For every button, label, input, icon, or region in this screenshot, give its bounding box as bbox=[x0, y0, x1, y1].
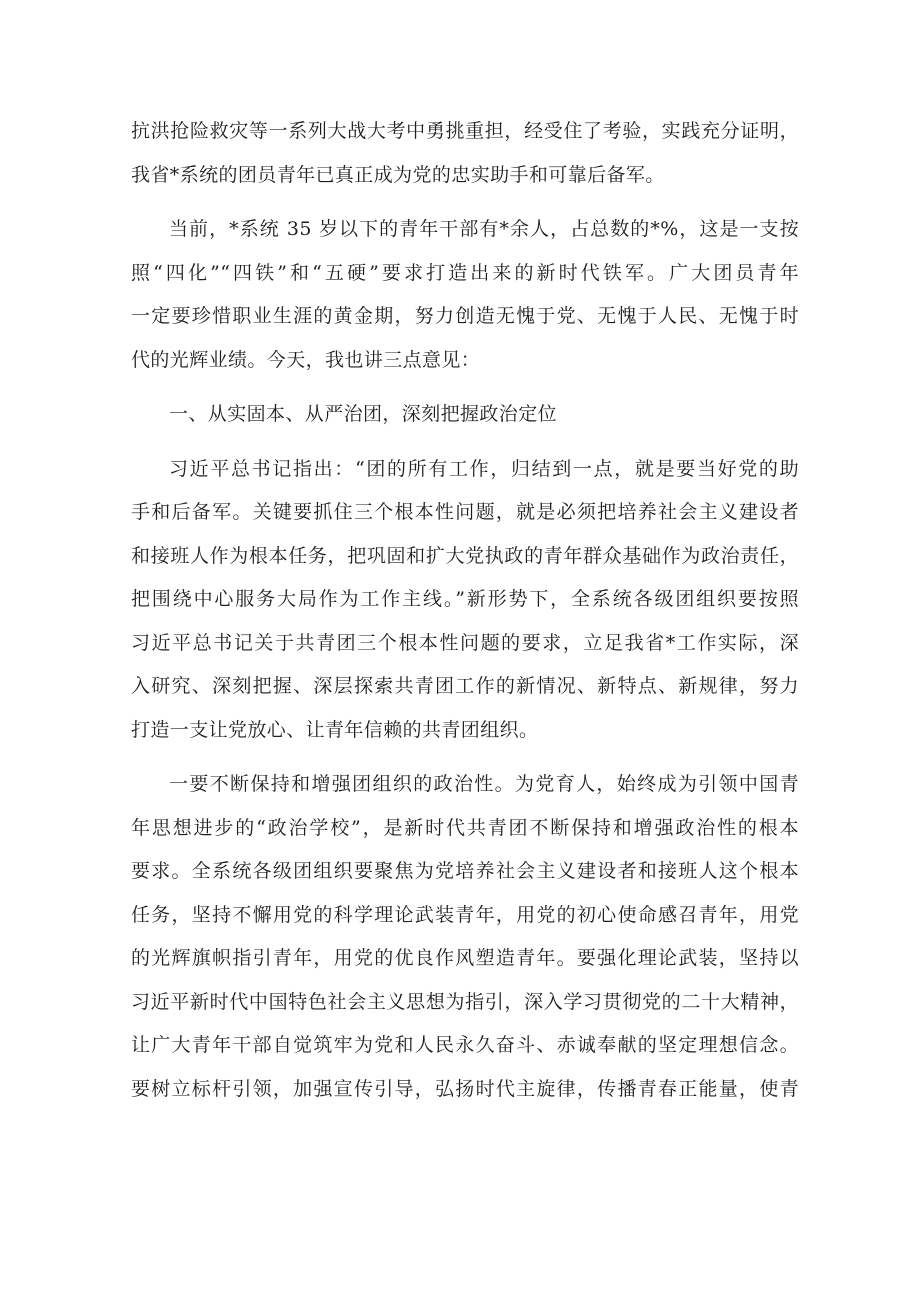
paragraph-2 bbox=[131, 208, 799, 382]
paragraph-3 bbox=[131, 448, 799, 753]
document-body bbox=[131, 110, 799, 1111]
text-line: 一定要珍惜职业生涯的黄金期，努力创造无愧于党、无愧于人民、无愧于时 bbox=[131, 305, 799, 327]
text-line: 照“四化”“四铁”和“五硬”要求打造出来的新时代铁军。广大团员青年 bbox=[131, 261, 799, 284]
text-line: 打造一支让党放心、让青年信赖的共青团组织。 bbox=[131, 718, 539, 741]
text-line: 把围绕中心服务大局作为工作主线。”新形势下，全系统各级团组织要按照 bbox=[131, 588, 799, 610]
text-line: 习近平新时代中国特色社会主义思想为指引，深入学习贯彻党的二十大精神， bbox=[131, 990, 799, 1013]
text-line: 任务，坚持不懈用党的科学理论武装青年，用党的初心使命感召青年，用党 bbox=[131, 903, 799, 926]
text-line: 我省*系统的团员青年已真正成为党的忠实助手和可靠后备军。 bbox=[131, 163, 665, 186]
text-line: 入研究、深刻把握、深层探索共青团工作的新情况、新特点、新规律，努力 bbox=[131, 675, 799, 697]
text-line: 抗洪抢险救灾等一系列大战大考中勇挑重担，经受住了考验，实践充分证明， bbox=[131, 120, 799, 142]
text-line: 年思想进步的“政治学校”，是新时代共青团不断保持和增强政治性的根本 bbox=[131, 816, 799, 839]
text-line: 让广大青年干部自觉筑牢为党和人民永久奋斗、赤诚奉献的坚定理想信念。 bbox=[131, 1034, 799, 1056]
text-line: 和接班人作为根本任务，把巩固和扩大党执政的青年群众基础作为政治责任， bbox=[131, 544, 799, 567]
text-line: 代的光辉业绩。今天，我也讲三点意见： bbox=[131, 348, 481, 371]
text-line: 的光辉旗帜指引青年，用党的优良作风塑造青年。要强化理论武装，坚持以 bbox=[131, 947, 799, 969]
text-line: 当前，*系统 35 岁以下的青年干部有*余人，占总数的*%，这是一支按 bbox=[169, 218, 799, 240]
text-line: 习近平总书记指出：“团的所有工作，归结到一点，就是要当好党的助 bbox=[169, 457, 799, 480]
text-line: 要树立标杆引领，加强宣传引导，弘扬时代主旋律，传播青春正能量，使青 bbox=[131, 1077, 799, 1100]
paragraph-4 bbox=[131, 763, 799, 1111]
paragraph-1 bbox=[131, 110, 799, 197]
text-line: 要求。全系统各级团组织要聚焦为党培养社会主义建设者和接班人这个根本 bbox=[131, 860, 799, 882]
text-line: 一要不断保持和增强团组织的政治性。为党育人，始终成为引领中国青 bbox=[169, 773, 799, 795]
section-heading bbox=[131, 393, 799, 437]
heading-text: 一、从实固本、从严治团，深刻把握政治定位 bbox=[169, 403, 558, 425]
text-line: 手和后备军。关键要抓住三个根本性问题，就是必须把培养社会主义建设者 bbox=[131, 501, 799, 523]
text-line: 习近平总书记关于共青团三个根本性问题的要求，立足我省*工作实际，深 bbox=[131, 631, 799, 654]
